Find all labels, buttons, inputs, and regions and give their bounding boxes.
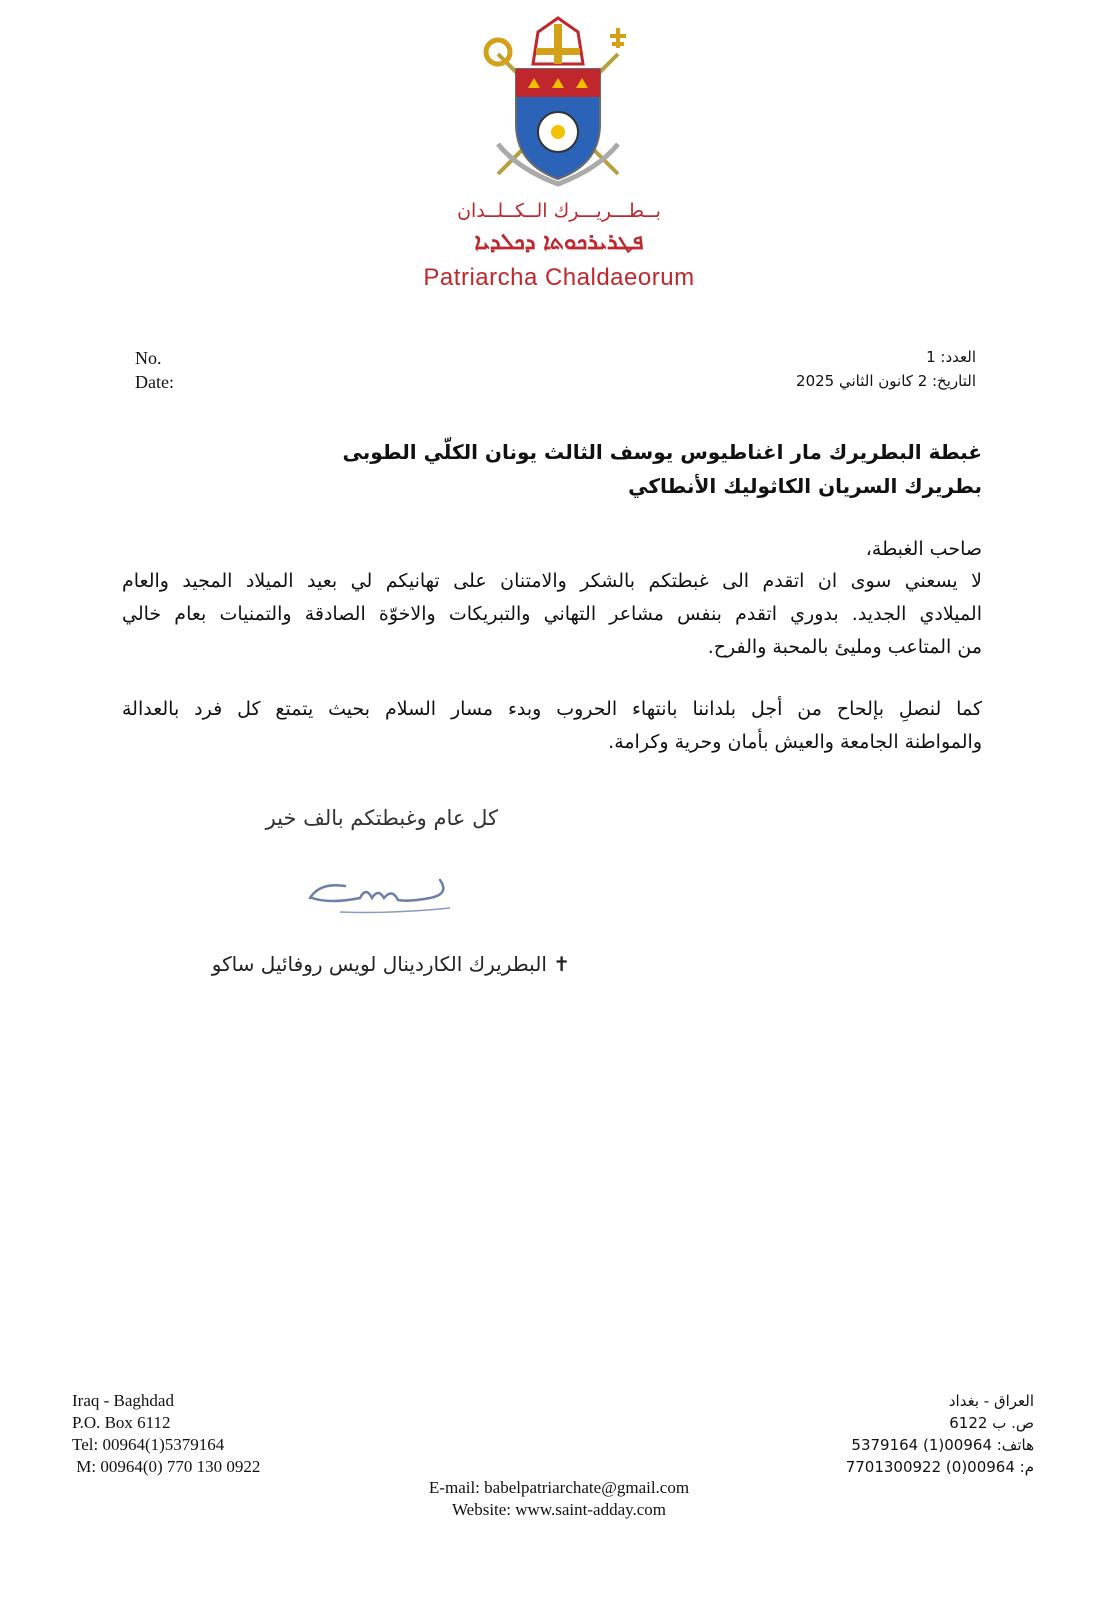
patriarchal-crest-icon <box>478 14 638 189</box>
footer-line: م: 00964(0) 7701300922 <box>845 1458 1034 1476</box>
footer-line: Iraq - Baghdad <box>72 1391 174 1410</box>
footer-email[interactable]: E-mail: babelpatriarchate@gmail.com <box>428 1478 690 1497</box>
footer-line: هاتف: 00964(1) 5379164 <box>851 1436 1034 1454</box>
addressee-line-1: غبطة البطريرك مار اغناطيوس يوسف الثالث يونان الكلّي الطوبى <box>342 440 982 464</box>
body-line: الميلادي الجديد. بدوري اتقدم بنفس مشاعر التهاني والتبريكات والاخوّة الصادقة والتمنيات بعام خالي <box>122 603 982 625</box>
letterhead-syriac-name: ܦܛܪܝܪܟܘܬܐ ܕܟܠܕܝܐ <box>474 230 644 255</box>
footer-line: ص. ب 6122 <box>949 1414 1034 1432</box>
letterhead-latin-name: Patriarcha Chaldaeorum <box>423 264 695 291</box>
letterhead-arabic-name: بــطـــريـــرك الــكــلــدان <box>457 200 661 222</box>
footer-line: M: 00964(0) 770 130 0922 <box>72 1457 261 1476</box>
footer-line: P.O. Box 6112 <box>72 1413 171 1432</box>
date-arabic: التاريخ: 2 كانون الثاني 2025 <box>796 372 976 390</box>
closing-greeting: كل عام وغبطتكم بالف خير <box>265 806 498 830</box>
no-label: No. <box>135 348 162 368</box>
body-line: كما لنصلِ بإلحاح من أجل بلداننا بانتهاء الحروب وبدء مسار السلام بحيث يتمتع كل فرد بالعدالة <box>122 698 982 720</box>
footer-line: العراق - بغداد <box>948 1392 1034 1410</box>
footer-address-ar <box>714 1390 1034 1478</box>
salutation: صاحب الغبطة، <box>865 538 982 560</box>
number-arabic: العدد: 1 <box>926 348 976 366</box>
body-line: والمواطنة الجامعة والعيش بأمان وحرية وكرامة. <box>608 731 982 753</box>
body-line: لا يسعني سوى ان اتقدم الى غبطتكم بالشكر والامتنان على تهانيكم لي بعيد الميلاد المجيد والعام <box>122 570 982 592</box>
addressee-line-2: بطريرك السريان الكاثوليك الأنطاكي <box>628 474 982 498</box>
signature-icon <box>300 868 470 928</box>
signer-name: ✝ البطريرك الكاردينال لويس روفائيل ساكو <box>211 952 570 976</box>
footer-line: Tel: 00964(1)5379164 <box>72 1435 225 1454</box>
footer-website[interactable]: Website: www.saint-adday.com <box>451 1500 667 1519</box>
body-line: من المتاعب ومليئ بالمحبة والفرح. <box>707 636 982 658</box>
footer-address-en <box>72 1390 392 1478</box>
date-label: Date: <box>135 372 174 392</box>
